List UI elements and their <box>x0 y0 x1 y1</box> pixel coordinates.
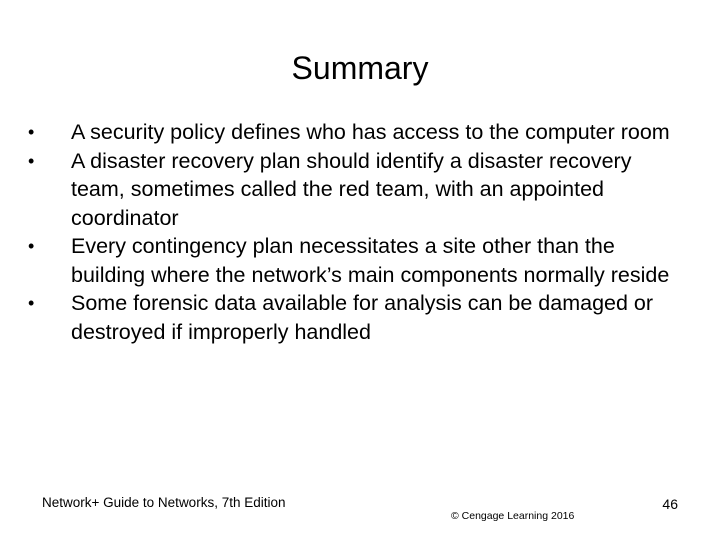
bullet-text: Every contingency plan necessitates a site other than the building where the network’s main components normally reside <box>71 234 670 287</box>
bullet-item <box>28 232 678 289</box>
bullet-text: A disaster recovery plan should identify a disaster recovery team, sometimes called the red team, with an appointed coordinator <box>71 148 632 230</box>
page-number: 46 <box>662 496 678 512</box>
bullet-dot-icon: • <box>28 236 35 256</box>
bullet-dot-icon: • <box>28 293 35 313</box>
bullet-dot-icon: • <box>28 150 35 171</box>
bullet-item <box>28 118 678 147</box>
bullet-list <box>28 118 678 346</box>
bullet-item <box>28 289 678 346</box>
bullet-text: Some forensic data available for analysis can be damaged or destroyed if improperly handled <box>71 291 654 344</box>
bullet-dot-icon: • <box>28 122 35 142</box>
slide-title: Summary <box>291 50 429 86</box>
bullet-item <box>28 147 678 233</box>
footer-book-title: Network+ Guide to Networks, 7th Edition <box>42 495 286 510</box>
bullet-text: A security policy defines who has access to the computer room <box>71 120 670 144</box>
footer-copyright: © Cengage Learning 2016 <box>451 510 575 522</box>
